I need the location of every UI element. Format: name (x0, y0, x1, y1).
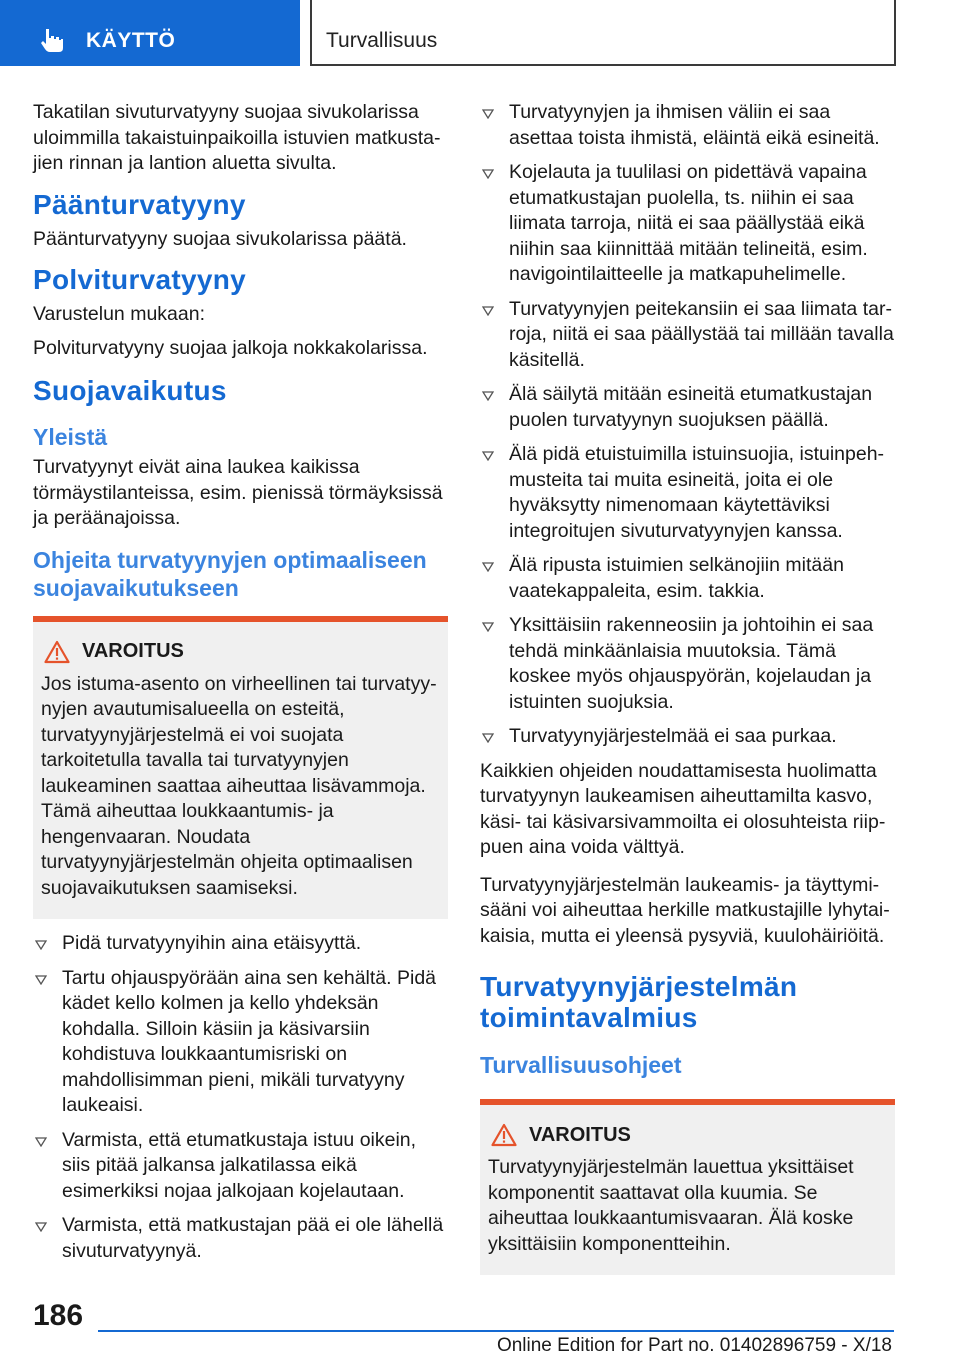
bullet-triangle-icon (35, 940, 47, 950)
bullet-triangle-icon (482, 109, 494, 119)
intro-paragraph: Takatilan sivuturvatyyny suojaa sivukolarissa uloimmilla takaistuinpaikoilla istuvien matkustajien rinnan ja lantion aluetta sivulta. (33, 101, 441, 174)
heading-head-airbag: Päänturvatyyny (33, 188, 246, 220)
left-column (33, 100, 448, 1273)
left-bullet-list (33, 931, 448, 1264)
paragraph-noise: Turvatyynyjärjestelmän laukeamis- ja täyttymisääni voi aiheuttaa herkille matkustajille lyhytaikaisia, mutta ei yleensä pysyviä, kuulohäiriöitä. (480, 873, 890, 947)
heading-optimal-protection: Ohjeita turvatyynyjen optimaaliseen suojavaikutukseen (33, 546, 427, 601)
warning-title: VAROITUS (529, 1123, 631, 1146)
knee-equipment-note: Varustelun mukaan: (33, 303, 205, 325)
footer-edition: Online Edition for Part no. 01402896759 - X/18 (496, 1335, 892, 1356)
warning-box (480, 1099, 895, 1275)
hand-pointer-icon (40, 27, 66, 53)
warning-box (33, 616, 448, 920)
list-item: Tartu ohjauspyörään aina sen kehältä. Pidä kädet kello kolmen ja kello yhdeksän kohdalla. Silloin käsiin ja käsivarsiin kohdistuva loukkaantumisriski on mahdollisimman pieni, mikäli turvatyyny laukeaisi. (33, 966, 448, 1119)
bullet-triangle-icon (35, 1137, 47, 1147)
head-airbag-text: Päänturvatyyny suojaa sivukolarissa päätä. (33, 227, 407, 250)
bullet-triangle-icon (482, 622, 494, 632)
list-item: Turvatyynyjen peitekansiin ei saa liimata tarroja, niitä ei saa päällystää tai millään tavalla käsitellä. (480, 297, 895, 374)
heading-protection: Suojavaikutus (33, 375, 227, 406)
warning-text: Turvatyynyjärjestelmän lauettua yksittäiset komponentit saattavat olla kuumia. Se aiheuttaa loukkaantumisvaaran. Älä koske yksittäisiin komponentteihin. (488, 1156, 854, 1255)
general-text: Turvatyynyt eivät aina laukea kaikissa törmäystilanteissa, esim. pienissä törmäyksissä ja peräänajoissa. (33, 456, 443, 529)
list-item: Varmista, että matkustajan pää ei ole lähellä sivuturvatyynyä. (33, 1213, 448, 1264)
footer-divider (98, 1330, 894, 1332)
list-item: Pidä turvatyynyihin aina etäisyyttä. (33, 931, 448, 957)
bullet-triangle-icon (482, 306, 494, 316)
warning-triangle-icon (491, 1123, 517, 1147)
heading-knee-airbag: Polviturvatyyny (33, 264, 247, 295)
right-bullet-list (480, 100, 895, 750)
right-column (480, 100, 895, 1287)
list-item: Varmista, että etumatkustaja istuu oikein, siis pitää jalkansa jalkatilassa eikä esimerkiksi nojaa jalkojaan kojelautaan. (33, 1128, 448, 1205)
chapter-tab-label: KÄYTTÖ (86, 29, 176, 52)
section-header (310, 0, 896, 66)
bullet-triangle-icon (482, 391, 494, 401)
warning-header (41, 640, 440, 664)
knee-airbag-text: Polviturvatyyny suojaa jalkoja nokkakolarissa. (33, 336, 428, 359)
bullet-triangle-icon (35, 1222, 47, 1232)
list-item: Älä säilytä mitään esineitä etumatkustajan puolen turvatyynyn suojuksen päällä. (480, 382, 895, 433)
bullet-triangle-icon (35, 975, 47, 985)
list-item: Älä ripusta istuimien selkänojiin mitään vaatekappaleita, esim. takkia. (480, 553, 895, 604)
list-item: Turvatyynyjen ja ihmisen väliin ei saa asettaa toista ihmistä, eläintä eikä esineitä. (480, 100, 895, 151)
bullet-triangle-icon (482, 451, 494, 461)
bullet-triangle-icon (482, 733, 494, 743)
bullet-triangle-icon (482, 169, 494, 179)
section-title: Turvallisuus (326, 29, 438, 52)
chapter-tab[interactable] (0, 0, 300, 66)
heading-general: Yleistä (33, 424, 108, 450)
heading-readiness: Turvatyynyjärjestelmän toimintavalmius (480, 971, 798, 1033)
warning-header (488, 1123, 887, 1147)
warning-text: Jos istuma-asento on virheellinen tai turvatyynyjen avautumisalueella on esteitä, turvatyynyjärjestelmä ei voi suojata tarkoitetulla tavalla tai turvatyynyjen laukeaminen saattaa aiheuttaa lisävammoja. Tämä aiheuttaa loukkaantumis- ja hengenvaaran. Noudata turvatyynyjärjestelmän ohjeita optimaalisen suojavaikutuksen saamiseksi. (41, 672, 437, 899)
heading-safety-instructions: Turvallisuusohjeet (480, 1052, 682, 1078)
warning-triangle-icon (44, 640, 70, 664)
page-number: 186 (33, 1299, 84, 1332)
warning-title: VAROITUS (82, 640, 184, 662)
list-item: Yksittäisiin rakenneosiin ja johtoihin ei saa tehdä minkäänlaisia muutoksia. Tämä koskee myös ohjauspyörän, kojelaudan ja istuinten suojuksia. (480, 613, 895, 715)
paragraph-injuries: Kaikkien ohjeiden noudattamisesta huolimatta turvatyynyn laukeamisen aiheuttamilta kasvo, käsi- tai käsivarsivammoilta ei olosuhteista riippuen aina voida välttyä. (480, 759, 886, 858)
list-item: Älä pidä etuistuimilla istuinsuojia, istuinpehmusteita tai muita esineitä, joita ei ole hyväksytty nimenomaan käytettäviksi integroitujen sivuturvatyynyjen kanssa. (480, 442, 895, 544)
bullet-triangle-icon (482, 562, 494, 572)
list-item: Kojelauta ja tuulilasi on pidettävä vapaina etumatkustajan puolella, ts. niihin ei saa liimata tarroja, niitä ei saa päällystää eikä niihin saa kiinnittää mitään telineitä, esim. navigointilaitteelle ja matkapuhelimelle. (480, 160, 895, 288)
list-item: Turvatyynyjärjestelmää ei saa purkaa. (480, 724, 895, 750)
